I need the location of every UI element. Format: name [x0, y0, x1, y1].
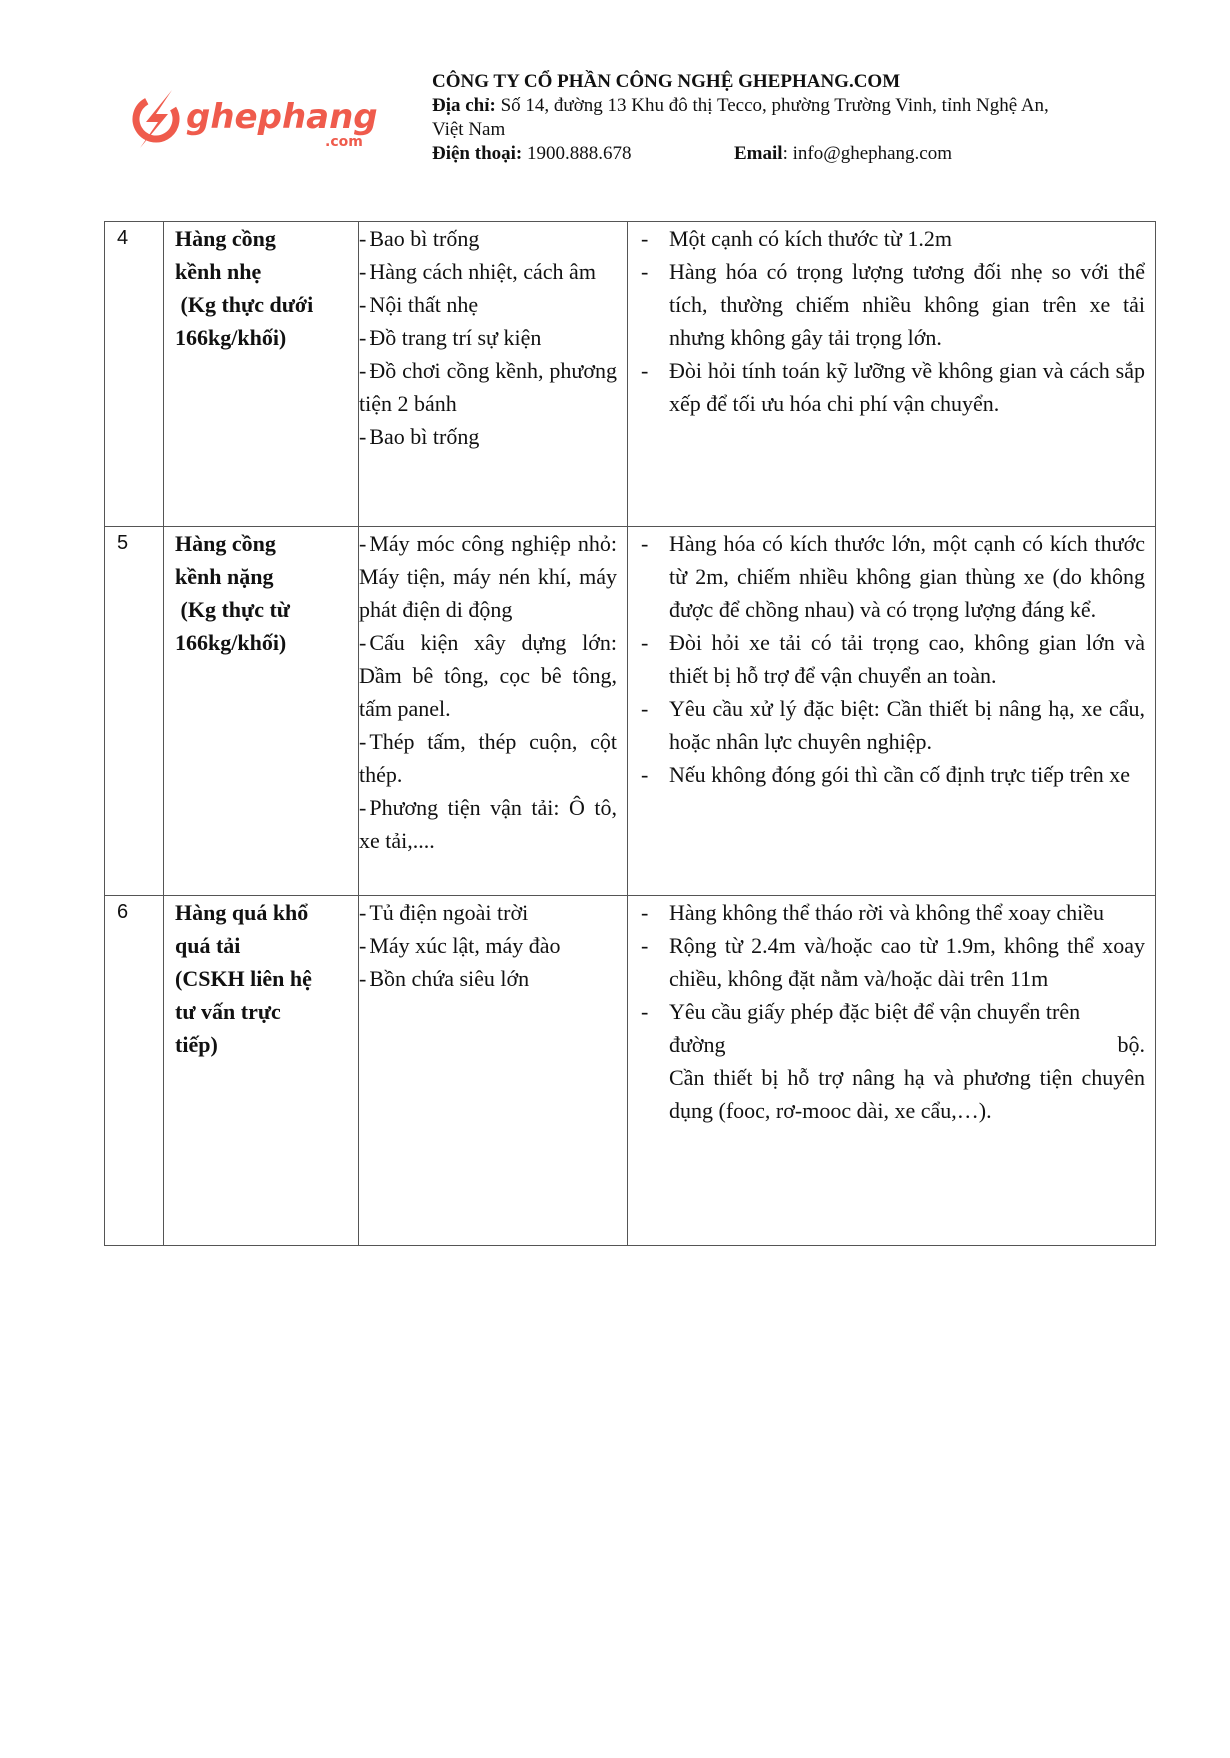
category-name-line: (Kg thực dưới	[175, 292, 314, 317]
description-text: đường	[669, 1032, 726, 1057]
dash-bullet: -	[641, 226, 649, 251]
example-text: Phương tiện vận tải: Ô tô, xe tải,....	[359, 795, 617, 853]
logo-suffix-text: .com	[325, 134, 363, 150]
dash-bullet: -	[641, 762, 649, 787]
description-item	[641, 995, 1145, 1127]
example-item	[359, 725, 617, 791]
dash-bullet: -	[641, 900, 649, 925]
example-item	[359, 929, 617, 962]
description-item	[641, 222, 1145, 255]
description-text: Hàng hóa có trọng lượng tương đối nhẹ so với thể tích, thường chiếm nhiều không gian trên xe tải nhưng không gây tải trọng lớn.	[669, 259, 1145, 350]
description-cell	[628, 527, 1156, 896]
example-text: Máy móc công nghiệp nhỏ: Máy tiện, máy nén khí, máy phát điện di động	[359, 531, 617, 622]
examples-cell	[359, 222, 628, 527]
address-line	[432, 94, 1132, 118]
dash-bullet: -	[641, 259, 649, 284]
example-item	[359, 896, 617, 929]
example-text: Đồ trang trí sự kiện	[369, 325, 542, 350]
category-name-line: 166kg/khối)	[175, 325, 287, 350]
cargo-category-table	[104, 221, 1156, 1246]
row-number: 5	[105, 527, 164, 896]
description-text: Hàng hóa có kích thước lớn, một cạnh có kích thước từ 2m, chiếm nhiều không gian thùng xe (do không được để chồng nhau) và có trọng lượng đáng kể.	[669, 531, 1145, 622]
description-item	[641, 692, 1145, 758]
description-text: Nếu không đóng gói thì cần cố định trực tiếp trên xe	[669, 762, 1130, 787]
table-row	[105, 222, 1156, 527]
example-text: Tủ điện ngoài trời	[369, 900, 529, 925]
example-text: Thép tấm, thép cuộn, cột thép.	[359, 729, 617, 787]
dash-bullet: -	[359, 900, 367, 925]
dash-bullet: -	[359, 630, 367, 655]
dash-bullet: -	[641, 358, 649, 383]
dash-bullet: -	[641, 531, 649, 556]
contact-row	[432, 142, 1132, 166]
table-row	[105, 896, 1156, 1246]
example-item	[359, 626, 617, 725]
category-name-line: tiếp)	[175, 1032, 218, 1057]
dash-bullet: -	[359, 531, 367, 556]
description-item	[641, 255, 1145, 354]
category-name-line: kềnh nhẹ	[175, 259, 262, 284]
category-name-line: quá tải	[175, 933, 241, 958]
description-item	[641, 354, 1145, 420]
category-name-line: (CSKH liên hệ	[175, 966, 312, 991]
dash-bullet: -	[359, 966, 367, 991]
email	[734, 142, 952, 166]
category-name	[164, 896, 359, 1246]
category-name-line: Hàng cồng	[175, 226, 276, 251]
examples-cell	[359, 527, 628, 896]
example-text: Máy xúc lật, máy đào	[369, 933, 561, 958]
example-item	[359, 962, 617, 995]
dash-bullet: -	[359, 325, 367, 350]
row-number: 6	[105, 896, 164, 1246]
email-value[interactable]: : info@ghephang.com	[782, 143, 953, 164]
address-label: Địa chỉ:	[432, 95, 496, 116]
example-item	[359, 420, 617, 453]
description-text: Cần thiết bị hỗ trợ nâng hạ và phương tiện chuyên dụng (fooc, rơ-mooc dài, xe cẩu,…).	[669, 1065, 1145, 1123]
dash-bullet: -	[359, 226, 367, 251]
description-text: Yêu cầu xử lý đặc biệt: Cần thiết bị nâng hạ, xe cẩu, hoặc nhân lực chuyên nghiệp.	[669, 696, 1145, 754]
dash-bullet: -	[359, 259, 367, 284]
email-label: Email	[734, 143, 783, 164]
example-item	[359, 791, 617, 857]
category-name-line: tư vấn trực	[175, 999, 281, 1024]
table-row	[105, 527, 1156, 896]
description-item	[641, 929, 1145, 995]
dash-bullet: -	[641, 999, 649, 1024]
example-text: Nội thất nhẹ	[369, 292, 479, 317]
example-text: Bồn chứa siêu lớn	[369, 966, 530, 991]
company-logo	[128, 86, 398, 152]
dash-bullet: -	[359, 424, 367, 449]
description-cell	[628, 896, 1156, 1246]
example-text: Bao bì trống	[369, 226, 480, 251]
dash-bullet: -	[641, 696, 649, 721]
category-name-line: 166kg/khối)	[175, 630, 287, 655]
category-name-line: Hàng cồng	[175, 531, 276, 556]
category-name	[164, 527, 359, 896]
logo-brand-text: ghephang	[186, 97, 378, 137]
company-name: CÔNG TY CỔ PHẦN CÔNG NGHỆ GHEPHANG.COM	[432, 71, 901, 92]
example-item	[359, 527, 617, 626]
category-name-line: (Kg thực từ	[175, 597, 290, 622]
example-text: Bao bì trống	[369, 424, 480, 449]
description-text: Yêu cầu giấy phép đặc biệt để vận chuyển trên	[669, 999, 1081, 1024]
description-item	[641, 626, 1145, 692]
phone	[432, 142, 734, 166]
lightning-bolt-circle-icon	[128, 86, 398, 152]
description-text: Đòi hỏi xe tải có tải trọng cao, không gian lớn và thiết bị hỗ trợ để vận chuyển an toàn.	[669, 630, 1145, 688]
description-text: Hàng không thể tháo rời và không thể xoay chiều	[669, 900, 1105, 925]
letterhead	[432, 70, 1132, 166]
example-item	[359, 288, 617, 321]
description-text-spread	[669, 1028, 1145, 1061]
dash-bullet: -	[359, 729, 367, 754]
example-item	[359, 255, 617, 288]
category-name-line: kềnh nặng	[175, 564, 274, 589]
description-text: bộ.	[1117, 1032, 1145, 1057]
example-item	[359, 354, 617, 420]
description-text: Một cạnh có kích thước từ 1.2m	[669, 226, 952, 251]
address-value: Số 14, đường 13 Khu đô thị Tecco, phường Trường Vinh, tỉnh Nghệ An,	[495, 95, 1049, 116]
dash-bullet: -	[359, 292, 367, 317]
phone-label: Điện thoại:	[432, 143, 523, 164]
example-text: Đồ chơi cồng kềnh, phương tiện 2 bánh	[359, 358, 617, 416]
dash-bullet: -	[641, 933, 649, 958]
dash-bullet: -	[641, 630, 649, 655]
dash-bullet: -	[359, 933, 367, 958]
description-text: Đòi hỏi tính toán kỹ lưỡng về không gian và cách sắp xếp để tối ưu hóa chi phí vận chuyển.	[669, 358, 1145, 416]
description-item	[641, 758, 1145, 791]
category-name	[164, 222, 359, 527]
description-text: Rộng từ 2.4m và/hoặc cao từ 1.9m, không thể xoay chiều, không đặt nằm và/hoặc dài trên 11m	[669, 933, 1145, 991]
description-item	[641, 527, 1145, 626]
address-line-2: Việt Nam	[432, 119, 506, 140]
category-name-line: Hàng quá khổ	[175, 900, 309, 925]
example-text: Cấu kiện xây dựng lớn: Dầm bê tông, cọc bê tông, tấm panel.	[359, 630, 617, 721]
description-item	[641, 896, 1145, 929]
examples-cell	[359, 896, 628, 1246]
description-cell	[628, 222, 1156, 527]
row-number: 4	[105, 222, 164, 527]
phone-value: 1900.888.678	[522, 143, 632, 164]
example-item	[359, 321, 617, 354]
example-item	[359, 222, 617, 255]
dash-bullet: -	[359, 795, 367, 820]
dash-bullet: -	[359, 358, 367, 383]
example-text: Hàng cách nhiệt, cách âm	[369, 259, 596, 284]
